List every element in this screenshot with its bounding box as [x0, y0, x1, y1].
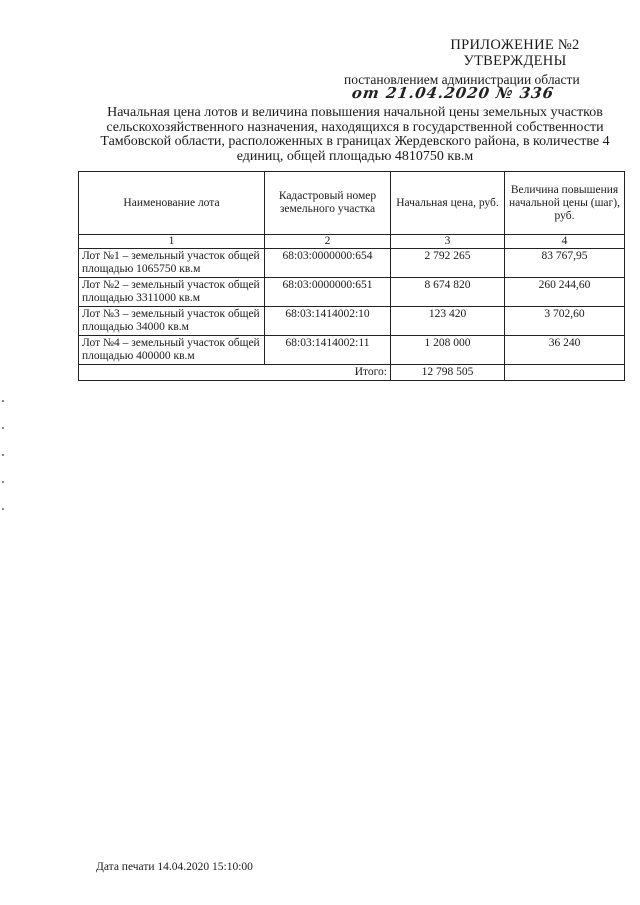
lot-step: 3 702,60: [505, 307, 625, 336]
table-header-row: [79, 172, 625, 235]
margin-marks: [2, 400, 6, 550]
table-row: [79, 307, 625, 336]
total-empty-cell: [505, 365, 625, 381]
total-value: 12 798 505: [391, 365, 505, 381]
col-header-cadastral: Кадастровый номер земельного участка: [265, 172, 391, 235]
table-row: [79, 249, 625, 278]
lot-cadastral: 68:03:1414002:11: [265, 336, 391, 365]
lot-price: 2 792 265: [391, 249, 505, 278]
col-number: 2: [265, 235, 391, 249]
lot-price: 1 208 000: [391, 336, 505, 365]
col-header-price: Начальная цена, руб.: [391, 172, 505, 235]
lot-step: 83 767,95: [505, 249, 625, 278]
print-date: Дата печати 14.04.2020 15:10:00: [96, 861, 253, 873]
lot-cadastral: 68:03:1414002:10: [265, 307, 391, 336]
col-number: 1: [79, 235, 265, 249]
lot-price: 8 674 820: [391, 278, 505, 307]
approved-label: УТВЕРЖДЕНЫ: [463, 53, 567, 69]
col-number: 4: [505, 235, 625, 249]
handwritten-date: от 21.04.2020 № 336: [350, 84, 556, 102]
col-number: 3: [391, 235, 505, 249]
total-label: Итого:: [79, 365, 391, 381]
lot-step: 260 244,60: [505, 278, 625, 307]
lot-cadastral: 68:03:0000000:654: [265, 249, 391, 278]
col-header-step: Величина повышения начальной цены (шаг), руб.: [505, 172, 625, 235]
decree-label: постановлением администрации области: [344, 72, 580, 87]
lots-table: [78, 171, 625, 381]
lot-name: Лот №4 – земельный участок общей площадью 400000 кв.м: [79, 336, 265, 365]
table-row: [79, 336, 625, 365]
col-header-lot-name: Наименование лота: [79, 172, 265, 235]
lot-name: Лот №3 – земельный участок общей площадью 34000 кв.м: [79, 307, 265, 336]
total-row: [79, 365, 625, 381]
lot-cadastral: 68:03:0000000:651: [265, 278, 391, 307]
lot-name: Лот №2 – земельный участок общей площадью 3311000 кв.м: [79, 278, 265, 307]
lot-price: 123 420: [391, 307, 505, 336]
column-number-row: [79, 235, 625, 249]
lot-step: 36 240: [505, 336, 625, 365]
appendix-label: ПРИЛОЖЕНИЕ №2: [450, 37, 580, 53]
table-row: [79, 278, 625, 307]
lot-name: Лот №1 – земельный участок общей площадью 1065750 кв.м: [79, 249, 265, 278]
document-title: Начальная цена лотов и величина повышения начальной цены земельных участков сельскохозяйственного назначения, находящихся в государственной собственности Тамбовской области, расположенных в границах Жердевского района, в количестве 4 единиц, общей площадью 4810750 кв.м: [100, 105, 610, 164]
